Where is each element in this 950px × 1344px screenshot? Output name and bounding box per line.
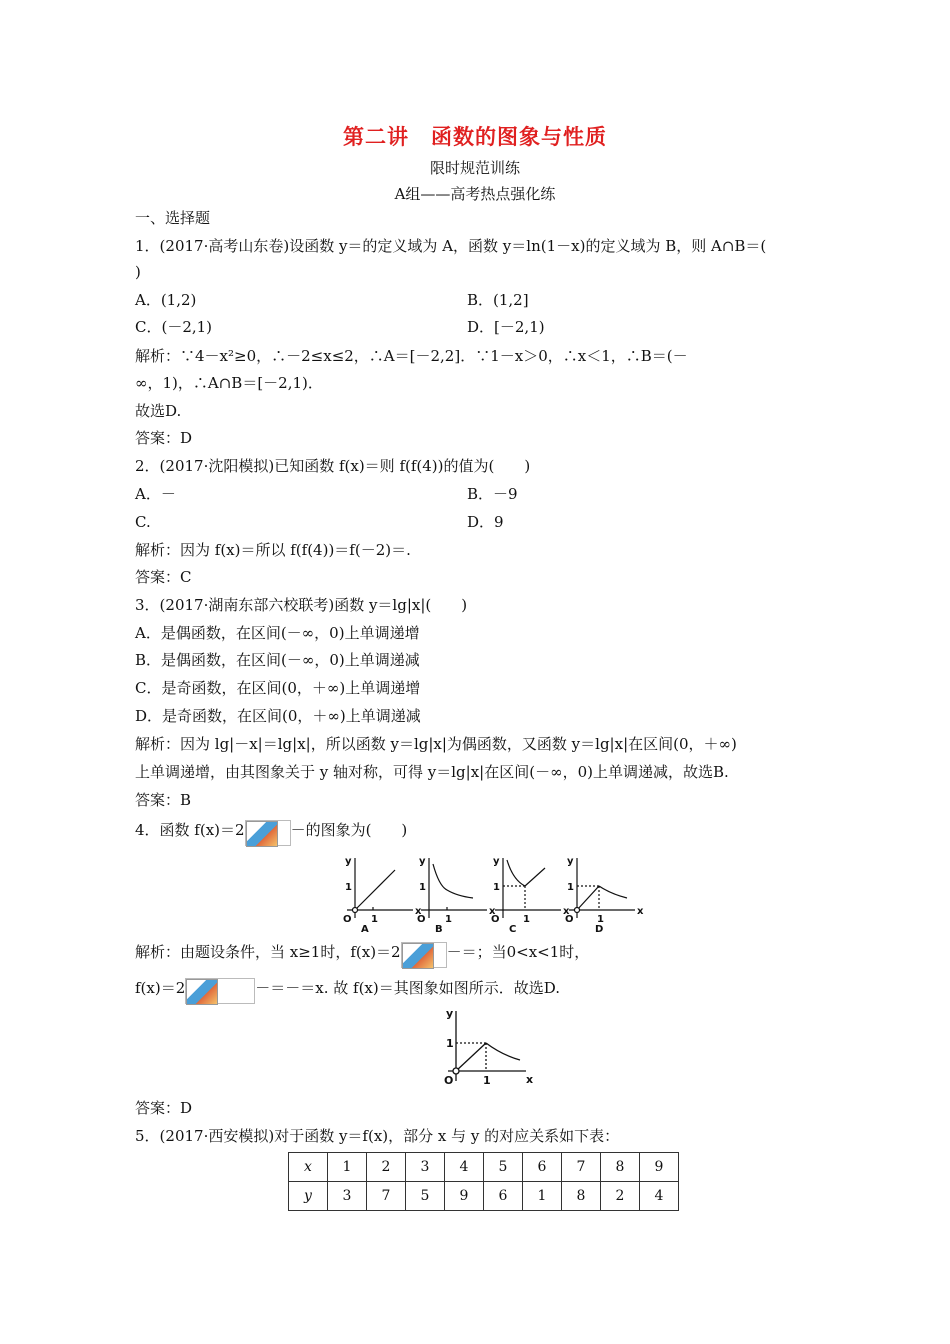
broken-image-icon [401,942,447,968]
graph-a [347,858,413,918]
graph-a-tick-1: 1 [345,882,352,893]
table-cell: 9 [640,1153,679,1182]
q1-solution-3: 故选D. [135,402,182,420]
table-row-y [289,1182,679,1211]
graph-d-y-label: y [567,856,574,867]
q3-solution-1: 解析：因为 lg|－x|＝lg|x|，所以函数 y＝lg|x|为偶函数，又函数 y＝lg|x|在区间(0，＋∞) [135,735,737,753]
table-cell: 7 [562,1153,601,1182]
q1-answer: 答案：D [135,429,193,447]
q1-solution-1: 解析：∵4－x²≥0，∴－2≤x≤2，∴A＝[－2,2]．∵1－x＞0，∴x＜1，∴B＝(－ [135,347,688,365]
graph-d [569,858,635,918]
graph-b [421,858,487,918]
table-cell: 6 [523,1153,562,1182]
table-cell: 1 [328,1153,367,1182]
graph-b-label: B [435,924,443,934]
table-cell: 5 [484,1153,523,1182]
q4-answer: 答案：D [135,1099,193,1117]
q4-option-graphs [335,852,645,934]
q2-solution: 解析：因为 f(x)＝所以 f(f(4))＝f(－2)＝. [135,541,411,559]
q2-option-a: A．－ [135,485,176,503]
q2-stem: 2．(2017·沈阳模拟)已知函数 f(x)＝则 f(f(4))的值为( ) [135,457,531,475]
section-heading: 一、选择题 [135,209,211,227]
table-row-x [289,1153,679,1182]
q3-solution-2: 上单调递增，由其图象关于 y 轴对称，可得 y＝lg|x|在区间(－∞，0)上单调递减，故选B. [135,763,729,781]
table-cell: 3 [328,1182,367,1211]
graph-d-x-label: x [637,906,644,917]
table-cell: 2 [367,1153,406,1182]
q1-solution-2: ∞，1)，∴A∩B＝[－2,1)． [135,374,323,392]
table-cell: 7 [367,1182,406,1211]
graph-a-x-tick-1: 1 [371,914,378,925]
subtitle: 限时规范训练 [429,159,520,177]
q4-solution-2-end: －＝－＝x. 故 f(x)＝其图象如图所示．故选D. [255,979,561,997]
q4-solution-1 [135,942,589,968]
graph-a-y-label: y [345,856,352,867]
graph-b-x-label: x [489,906,496,917]
broken-image-icon [185,978,255,1004]
graph-c-origin: O [491,914,500,925]
table-cell: 4 [445,1153,484,1182]
q4-solution-1-start: 解析：由题设条件，当 x≥1时，f(x)＝2 [135,943,401,961]
page-title: 第二讲 函数的图象与性质 [343,124,607,149]
graph-c-x-label: x [563,906,570,917]
group-heading: A组——高考热点强化练 [394,185,556,203]
graph-d-tick-1: 1 [567,882,574,893]
graph-d-origin: O [565,914,574,925]
q1-stem: 1．(2017·高考山东卷)设函数 y＝的定义域为 A，函数 y＝ln(1－x)的定义域为 B，则 A∩B＝( [135,237,767,255]
q1-option-a: A．(1,2) [135,291,197,309]
solution-graph-origin: O [444,1074,454,1087]
graph-c-x-tick-1: 1 [523,914,530,925]
graph-a-label: A [361,924,369,934]
solution-graph-tick-1: 1 [446,1037,454,1050]
q1-option-d: D．[－2,1) [467,318,545,336]
table-cell: 9 [445,1182,484,1211]
q4-stem-end: －的图象为( ) [290,821,408,839]
graph-b-x-tick-1: 1 [445,914,452,925]
q2-answer: 答案：C [135,568,192,586]
q2-option-d: D．9 [467,513,504,531]
q1-stem-end: ) [135,263,141,281]
table-cell: 3 [406,1153,445,1182]
q1-option-b: B．(1,2] [467,291,529,309]
table-cell: 1 [523,1182,562,1211]
q4-stem-start: 4．函数 f(x)＝2 [135,821,245,839]
q3-option-d: D．是奇函数，在区间(0，＋∞)上单调递减 [135,707,421,725]
solution-graph-y-label: y [446,1007,454,1020]
graph-a-origin: O [343,914,352,925]
q4-solution-1-end: －＝；当0<x<1时， [446,943,590,961]
solution-graph-x-tick-1: 1 [483,1074,491,1087]
q4-stem [135,820,407,846]
graph-a-x-label: x [415,906,422,917]
solution-graph-x-label: x [526,1073,534,1086]
q5-stem: 5．(2017·西安模拟)对于函数 y＝f(x)，部分 x 与 y 的对应关系如下表： [135,1127,620,1145]
table-cell: 5 [406,1182,445,1211]
table-cell: 2 [601,1182,640,1211]
q3-option-c: C．是奇函数，在区间(0，＋∞)上单调递增 [135,679,421,697]
q2-option-b: B．－9 [467,485,518,503]
q4-solution-graph [440,1005,540,1090]
q2-option-c: C. [135,513,151,531]
table-cell: 8 [601,1153,640,1182]
table-cell [289,1153,328,1182]
q3-option-b: B．是偶函数，在区间(－∞，0)上单调递减 [135,651,420,669]
table-cell: 6 [484,1182,523,1211]
q3-stem: 3．(2017·湖南东部六校联考)函数 y＝lg|x|( ) [135,596,468,614]
q4-solution-2-start: f(x)＝2 [135,979,186,997]
graph-c-y-label: y [493,856,500,867]
graph-c-tick-1: 1 [493,882,500,893]
q1-option-c: C．(－2,1) [135,318,213,336]
graph-c-label: C [509,924,517,934]
graph-b-origin: O [417,914,426,925]
q3-answer: 答案：B [135,791,192,809]
broken-image-icon [245,820,291,846]
graph-c [495,858,561,918]
graph-b-tick-1: 1 [419,882,426,893]
q3-option-a: A．是偶函数，在区间(－∞，0)上单调递增 [135,624,420,642]
graph-d-x-tick-1: 1 [597,914,604,925]
graph-b-y-label: y [419,856,426,867]
table-cell: 8 [562,1182,601,1211]
graph-d-label: D [595,924,604,934]
q4-solution-2 [135,978,560,1004]
xy-table [288,1152,679,1211]
table-cell: 4 [640,1182,679,1211]
y-header: y [304,1188,312,1204]
table-cell [289,1182,328,1211]
x-header: x [304,1159,312,1175]
